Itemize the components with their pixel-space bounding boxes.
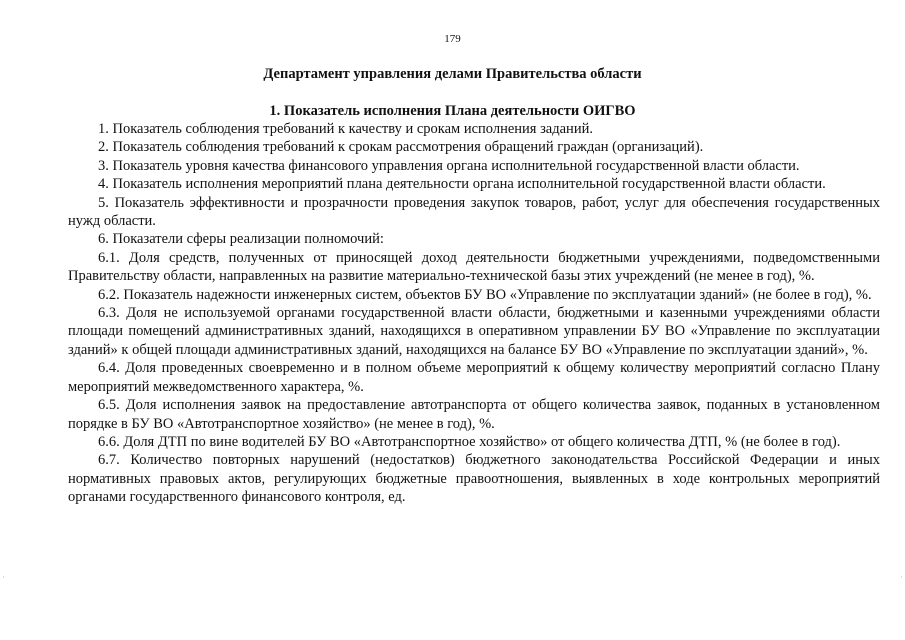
paragraph-3: 3. Показатель уровня качества финансового управления органа исполнительной государственной власти области. <box>98 157 800 174</box>
left-margin-mark: · <box>2 572 5 582</box>
page-number: 179 <box>444 33 461 45</box>
department-title: Департамент управления делами Правительства области <box>263 66 642 82</box>
document-body <box>68 120 880 507</box>
paragraph-4: 4. Показатель исполнения мероприятий плана деятельности органа исполнительной государственной власти области. <box>98 176 826 193</box>
paragraph-6-5: 6.5. Доля исполнения заявок на предоставление автотранспорта от общего количества заявок, поданных в установленном порядке в БУ ВО «Автотранспортное хозяйство» (не менее в год), %. <box>68 397 880 432</box>
paragraph-2: 2. Показатель соблюдения требований к срокам рассмотрения обращений граждан (организаций). <box>98 139 704 156</box>
paragraph-5: 5. Показатель эффективности и прозрачности проведения закупок товаров, работ, услуг для обеспечения государственных нужд области. <box>68 194 880 230</box>
paragraph-6-1: 6.1. Доля средств, полученных от приносящей доход деятельности бюджетными учреждениями, подведомственными Правительству области, направленных на развитие материально-технической базы этих учреждений (не менее в год), %. <box>68 249 880 285</box>
paragraph-6-7: 6.7. Количество повторных нарушений (недостатков) бюджетного законодательства Российской Федерации и иных нормативных правовых актов, регулирующих бюджетные правоотношения, выявленных в ходе контрольных мероприятий органами государственного финансового контроля, ед. <box>68 452 880 506</box>
section-title: 1. Показатель исполнения Плана деятельности ОИГВО <box>269 103 636 119</box>
right-margin-mark: · <box>900 572 903 582</box>
paragraph-6-4: 6.4. Доля проведенных своевременно и в полном объеме мероприятий к общему количеству мероприятий согласно Плану мероприятий межведомственного характера, %. <box>68 360 880 395</box>
paragraph-6-6: 6.6. Доля ДТП по вине водителей БУ ВО «Автотранспортное хозяйство» от общего количества ДТП, % (не более в год). <box>98 433 841 450</box>
paragraph-1: 1. Показатель соблюдения требований к качеству и срокам исполнения заданий. <box>98 121 593 137</box>
paragraph-6-2: 6.2. Показатель надежности инженерных систем, объектов БУ ВО «Управление по эксплуатации зданий» (не более в год), %. <box>98 286 872 303</box>
paragraph-6-3: 6.3. Доля не используемой органами государственной власти области, бюджетными и казенными учреждениями области площади помещений административных зданий, находящихся в оперативном управлении БУ ВО «Управление по эксплуатации зданий» к общей площади административных зданий, находящихся на балансе БУ ВО «Управление по эксплуатации зданий», %. <box>68 305 880 358</box>
paragraph-6: 6. Показатели сферы реализации полномочий: <box>98 231 384 248</box>
